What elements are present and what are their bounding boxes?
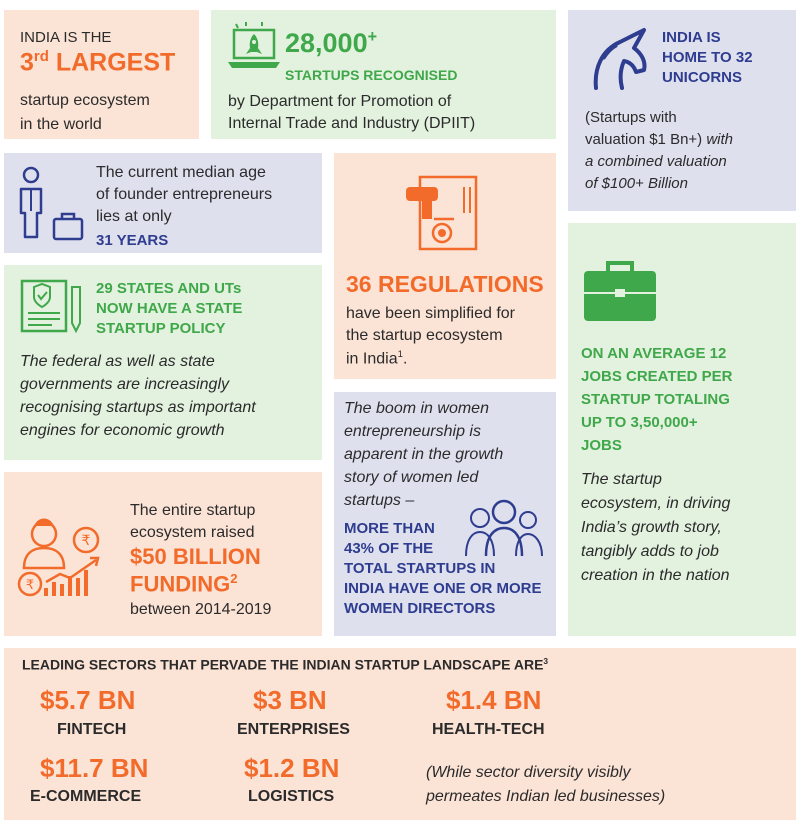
jobs-text: India’s growth story, xyxy=(581,519,722,536)
svg-text:₹: ₹ xyxy=(25,578,35,593)
sector-value: $3 BN xyxy=(253,685,327,715)
women-text: apparent in the growth xyxy=(344,446,504,463)
dpiit-text: by Department for Promotion of xyxy=(228,93,452,110)
states-text: recognising startups as important xyxy=(20,399,256,416)
sectors-note: permeates Indian led businesses) xyxy=(426,788,666,805)
card-jobs xyxy=(568,223,796,636)
funding-label: FUNDING$^2$ xyxy=(130,571,238,597)
document-stamp-icon xyxy=(400,173,488,253)
policy-document-icon xyxy=(18,277,84,335)
states-title: 29 STATES AND UTs xyxy=(96,280,242,297)
sector-name: HEALTH-TECH xyxy=(432,721,545,738)
sector-name: E-COMMERCE xyxy=(30,788,142,805)
women-text: The boom in women xyxy=(344,400,489,417)
age-text: The current median age xyxy=(96,164,266,181)
sector-value: $1.4 BN xyxy=(446,685,542,715)
rank-line: in the world xyxy=(20,116,102,133)
women-stat: 43% OF THE xyxy=(344,540,434,557)
card-unicorns xyxy=(568,10,796,211)
women-text: entrepreneurship is xyxy=(344,423,481,440)
funding-growth-icon xyxy=(16,512,108,598)
jobs-stat: STARTUP TOTALING xyxy=(581,391,730,408)
unicorn-text: (Startups with xyxy=(585,109,677,126)
states-text: The federal as well as state xyxy=(20,353,215,370)
sectors-note: (While sector diversity visibly xyxy=(426,764,631,781)
women-stat: MORE THAN xyxy=(344,520,435,537)
women-text: startups – xyxy=(344,492,415,509)
card-women-directors xyxy=(334,392,556,636)
age-text: lies at only xyxy=(96,208,172,225)
jobs-stat: UP TO 3,50,000+ xyxy=(581,414,698,431)
women-stat: INDIA HAVE ONE OR MORE xyxy=(344,580,542,597)
card-funding xyxy=(4,472,322,636)
jobs-stat: JOBS xyxy=(581,437,622,454)
briefcase-icon xyxy=(582,259,658,323)
sector-value: $5.7 BN xyxy=(40,685,136,715)
jobs-text: tangibly adds to job xyxy=(581,543,719,560)
unicorn-title: UNICORNS xyxy=(662,69,743,86)
rocket-laptop-icon xyxy=(226,22,282,70)
rank-headline: 3rd LARGEST xyxy=(20,48,176,77)
states-text: engines for economic growth xyxy=(20,422,225,439)
dpiit-text: Internal Trade and Industry (DPIIT) xyxy=(228,115,476,132)
card-state-policy xyxy=(4,265,322,460)
unicorn-text: of $100+ Billion xyxy=(585,175,688,192)
unicorn-icon xyxy=(590,28,656,90)
unicorn-text: a combined valuation xyxy=(585,153,727,170)
sector-value: $1.2 BN xyxy=(244,753,340,783)
card-startups-recognised xyxy=(211,10,556,139)
unicorn-title: INDIA IS xyxy=(662,29,721,46)
states-title: STARTUP POLICY xyxy=(96,320,226,337)
regulations-title: 36 REGULATIONS xyxy=(346,271,544,297)
regulations-text: the startup ecosystem xyxy=(346,327,503,344)
age-text: of founder entrepreneurs xyxy=(96,186,273,203)
regulations-text: in India$^1$. xyxy=(346,349,408,368)
unicorn-title: HOME TO 32 xyxy=(662,49,753,66)
jobs-stat: ON AN AVERAGE 12 xyxy=(581,345,727,362)
states-text: governments are increasingly xyxy=(20,376,229,393)
svg-text:₹: ₹ xyxy=(81,533,91,549)
startups-label: STARTUPS RECOGNISED xyxy=(285,67,458,83)
funding-period: between 2014-2019 xyxy=(130,601,272,618)
unicorn-text: valuation $1 Bn+) with xyxy=(585,131,734,148)
jobs-text: The startup xyxy=(581,471,662,488)
women-text: story of women led xyxy=(344,469,479,486)
funding-amount: $50 BILLION xyxy=(130,544,261,569)
rank-line: startup ecosystem xyxy=(20,92,150,109)
jobs-text: ecosystem, in driving xyxy=(581,495,731,512)
rank-intro: INDIA IS THE xyxy=(20,29,112,46)
jobs-stat: JOBS CREATED PER xyxy=(581,368,733,385)
regulations-text: have been simplified for xyxy=(346,305,515,322)
sector-name: ENTERPRISES xyxy=(237,721,350,738)
jobs-text: creation in the nation xyxy=(581,567,730,584)
sectors-heading: LEADING SECTORS THAT PERVADE THE INDIAN STARTUP LANDSCAPE ARE$^3$ xyxy=(22,656,549,673)
age-value: 31 YEARS xyxy=(96,232,169,249)
businessman-icon xyxy=(16,165,84,241)
card-ecosystem-rank xyxy=(4,10,199,139)
startups-count: 28,000+ xyxy=(285,28,378,58)
women-stat: WOMEN DIRECTORS xyxy=(344,600,496,617)
funding-text: The entire startup xyxy=(130,502,256,519)
sector-name: FINTECH xyxy=(57,721,127,738)
women-stat: TOTAL STARTUPS IN xyxy=(344,560,496,577)
funding-text: ecosystem raised xyxy=(130,524,255,541)
card-founder-age xyxy=(4,153,322,253)
card-regulations xyxy=(334,153,556,379)
sector-value: $11.7 BN xyxy=(40,753,149,783)
card-leading-sectors xyxy=(4,648,796,820)
sector-name: LOGISTICS xyxy=(248,788,335,805)
states-title: NOW HAVE A STATE xyxy=(96,300,243,317)
women-group-icon xyxy=(458,496,546,558)
